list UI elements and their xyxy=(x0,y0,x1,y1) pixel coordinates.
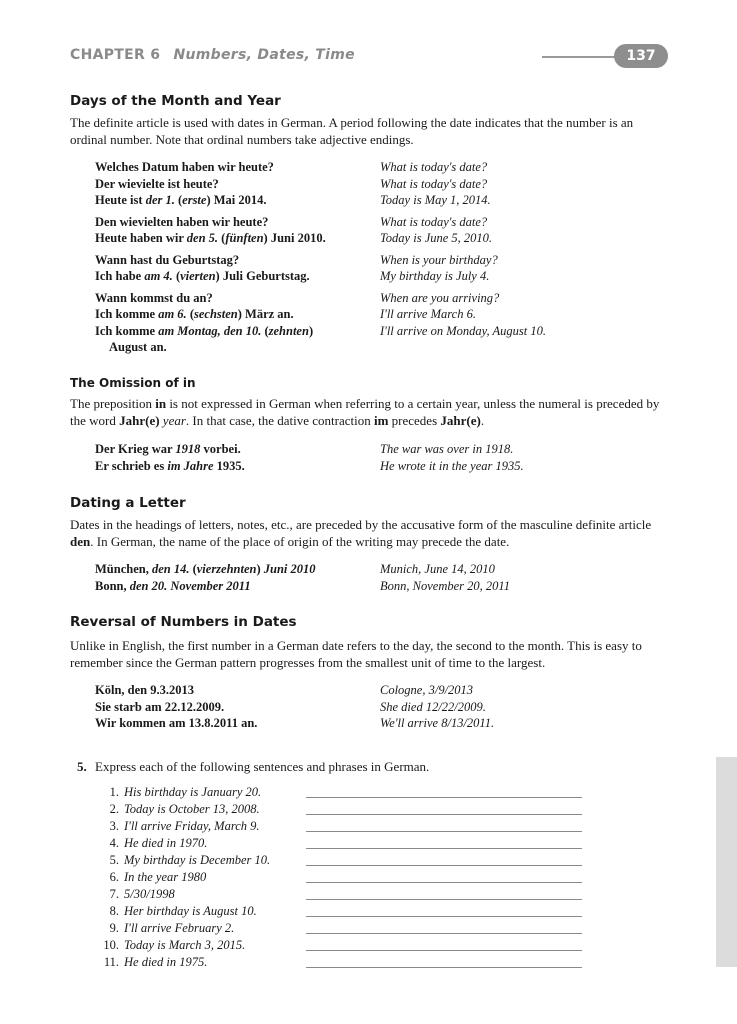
exercise-list xyxy=(92,783,592,970)
english-translation: Munich, June 14, 2010 xyxy=(380,562,495,576)
german-sentence: Den wievielten haben wir heute? xyxy=(95,214,269,229)
exercise-item: 2. Today is October 13, 2008. xyxy=(92,800,592,817)
english-translation: I'll arrive March 6. xyxy=(380,307,476,321)
german-sentence: Ich komme am 6. (sechsten) März an. xyxy=(95,307,294,321)
exercise-item: 3. I'll arrive Friday, March 9. xyxy=(92,817,592,834)
thumb-tab xyxy=(716,757,737,967)
english-translation: We'll arrive 8/13/2011. xyxy=(380,716,495,730)
german-sentence: Heute haben wir den 5. (fünften) Juni 2010. xyxy=(95,231,326,245)
example-row xyxy=(95,323,675,340)
exercise-number: 5. xyxy=(77,759,87,774)
exercise-item: 4. He died in 1970. xyxy=(92,834,592,851)
german-sentence: München, den 14. (vierzehnten) Juni 2010 xyxy=(95,562,316,576)
english-translation: Today is June 5, 2010. xyxy=(380,231,493,245)
answer-line[interactable] xyxy=(306,796,582,798)
example-row xyxy=(95,290,675,307)
examples-reversal xyxy=(95,682,675,732)
exercise-item: 1. His birthday is January 20. xyxy=(92,783,592,800)
english-translation: What is today's date? xyxy=(380,176,488,191)
english-translation: What is today's date? xyxy=(380,160,488,174)
english-translation: She died 12/22/2009. xyxy=(380,699,486,714)
exercise-item: 5. My birthday is December 10. xyxy=(92,851,592,868)
paragraph-letter: Dates in the headings of letters, notes, etc., are preceded by the accusative form of the masculine definite article den. In German, the name of the place of origin of the writing may precede the date. xyxy=(70,517,652,549)
running-header xyxy=(70,47,355,63)
examples-omission xyxy=(95,441,675,474)
german-sentence: Wann hast du Geburtstag? xyxy=(95,252,240,267)
german-sentence: Ich komme am Montag, den 10. (zehnten) xyxy=(95,323,314,338)
paragraph-omission: The preposition in is not expressed in German when referring to a certain year, unless the numeral is preceded by the word Jahr(e) year. In that case, the dative contraction im precedes Jahr(e). xyxy=(70,396,660,428)
german-sentence: Welches Datum haben wir heute? xyxy=(95,160,274,174)
section-title-omission: The Omission of in xyxy=(70,376,196,390)
section-title-letter: Dating a Letter xyxy=(70,495,186,511)
answer-line[interactable] xyxy=(306,881,582,883)
exercise-instruction: Express each of the following sentences and phrases in German. xyxy=(95,759,430,774)
paragraph-reversal: Unlike in English, the first number in a German date refers to the day, the second to the month. This is easy to remember since the German pattern progresses from the smallest unit of time to the largest. xyxy=(70,638,642,670)
exercise-item: 10. Today is March 3, 2015. xyxy=(92,936,592,953)
german-sentence: Ich habe am 4. (vierten) Juli Geburtstag. xyxy=(95,269,310,283)
example-row xyxy=(95,159,675,176)
german-sentence: Köln, den 9.3.2013 xyxy=(95,683,194,697)
answer-line[interactable] xyxy=(306,864,582,866)
example-row xyxy=(95,699,675,716)
german-sentence: Der wievielte ist heute? xyxy=(95,176,219,191)
german-sentence: Bonn, den 20. November 2011 xyxy=(95,578,251,593)
answer-line[interactable] xyxy=(306,898,582,900)
exercise-item: 11. He died in 1975. xyxy=(92,953,592,970)
examples-days xyxy=(95,159,675,356)
example-row xyxy=(95,441,675,458)
answer-line[interactable] xyxy=(306,966,582,968)
example-row xyxy=(95,252,675,269)
german-sentence: Sie starb am 22.12.2009. xyxy=(95,699,225,714)
example-row xyxy=(95,561,675,578)
example-row xyxy=(95,214,675,231)
answer-line[interactable] xyxy=(306,830,582,832)
german-sentence: Der Krieg war 1918 vorbei. xyxy=(95,442,241,456)
example-row xyxy=(95,306,675,323)
paragraph-days: The definite article is used with dates in German. A period following the date indicates that the number is an ordinal number. Note that ordinal numbers take adjective endings. xyxy=(70,115,634,147)
chapter-subtitle: Numbers, Dates, Time xyxy=(173,47,355,63)
english-translation: Cologne, 3/9/2013 xyxy=(380,683,474,697)
english-translation: I'll arrive on Monday, August 10. xyxy=(380,323,546,338)
exercise-item: 7. 5/30/1998 xyxy=(92,885,592,902)
example-row xyxy=(95,458,675,475)
exercise-item: 8. Her birthday is August 10. xyxy=(92,902,592,919)
answer-line[interactable] xyxy=(306,932,582,934)
exercise-item: 6. In the year 1980 xyxy=(92,868,592,885)
english-translation: When is your birthday? xyxy=(380,252,498,267)
section-title-reversal: Reversal of Numbers in Dates xyxy=(70,614,297,630)
example-row xyxy=(95,176,675,193)
answer-line[interactable] xyxy=(306,915,582,917)
exercise-item: 9. I'll arrive February 2. xyxy=(92,919,592,936)
english-translation: Today is May 1, 2014. xyxy=(380,193,491,207)
example-row xyxy=(95,230,675,247)
german-sentence-continuation: August an. xyxy=(109,340,167,354)
section-title-days: Days of the Month and Year xyxy=(70,93,281,109)
german-sentence: Er schrieb es im Jahre 1935. xyxy=(95,458,245,473)
examples-letter xyxy=(95,561,675,594)
english-translation: When are you arriving? xyxy=(380,290,500,305)
example-row xyxy=(95,578,675,595)
german-sentence: Wann kommst du an? xyxy=(95,290,213,305)
example-row xyxy=(95,682,675,699)
english-translation: He wrote it in the year 1935. xyxy=(380,458,524,473)
answer-line[interactable] xyxy=(306,813,582,815)
english-translation: What is today's date? xyxy=(380,214,488,229)
answer-line[interactable] xyxy=(306,847,582,849)
english-translation: Bonn, November 20, 2011 xyxy=(380,578,510,593)
english-translation: The war was over in 1918. xyxy=(380,442,514,456)
chapter-label: CHAPTER 6 xyxy=(70,47,161,63)
english-translation: My birthday is July 4. xyxy=(380,269,490,283)
example-row xyxy=(95,268,675,285)
german-sentence: Wir kommen am 13.8.2011 an. xyxy=(95,716,258,730)
answer-line[interactable] xyxy=(306,949,582,951)
example-row xyxy=(95,339,675,356)
example-row xyxy=(95,192,675,209)
german-sentence: Heute ist der 1. (erste) Mai 2014. xyxy=(95,193,267,207)
example-row xyxy=(95,715,675,732)
page-number: 137 xyxy=(614,44,668,68)
